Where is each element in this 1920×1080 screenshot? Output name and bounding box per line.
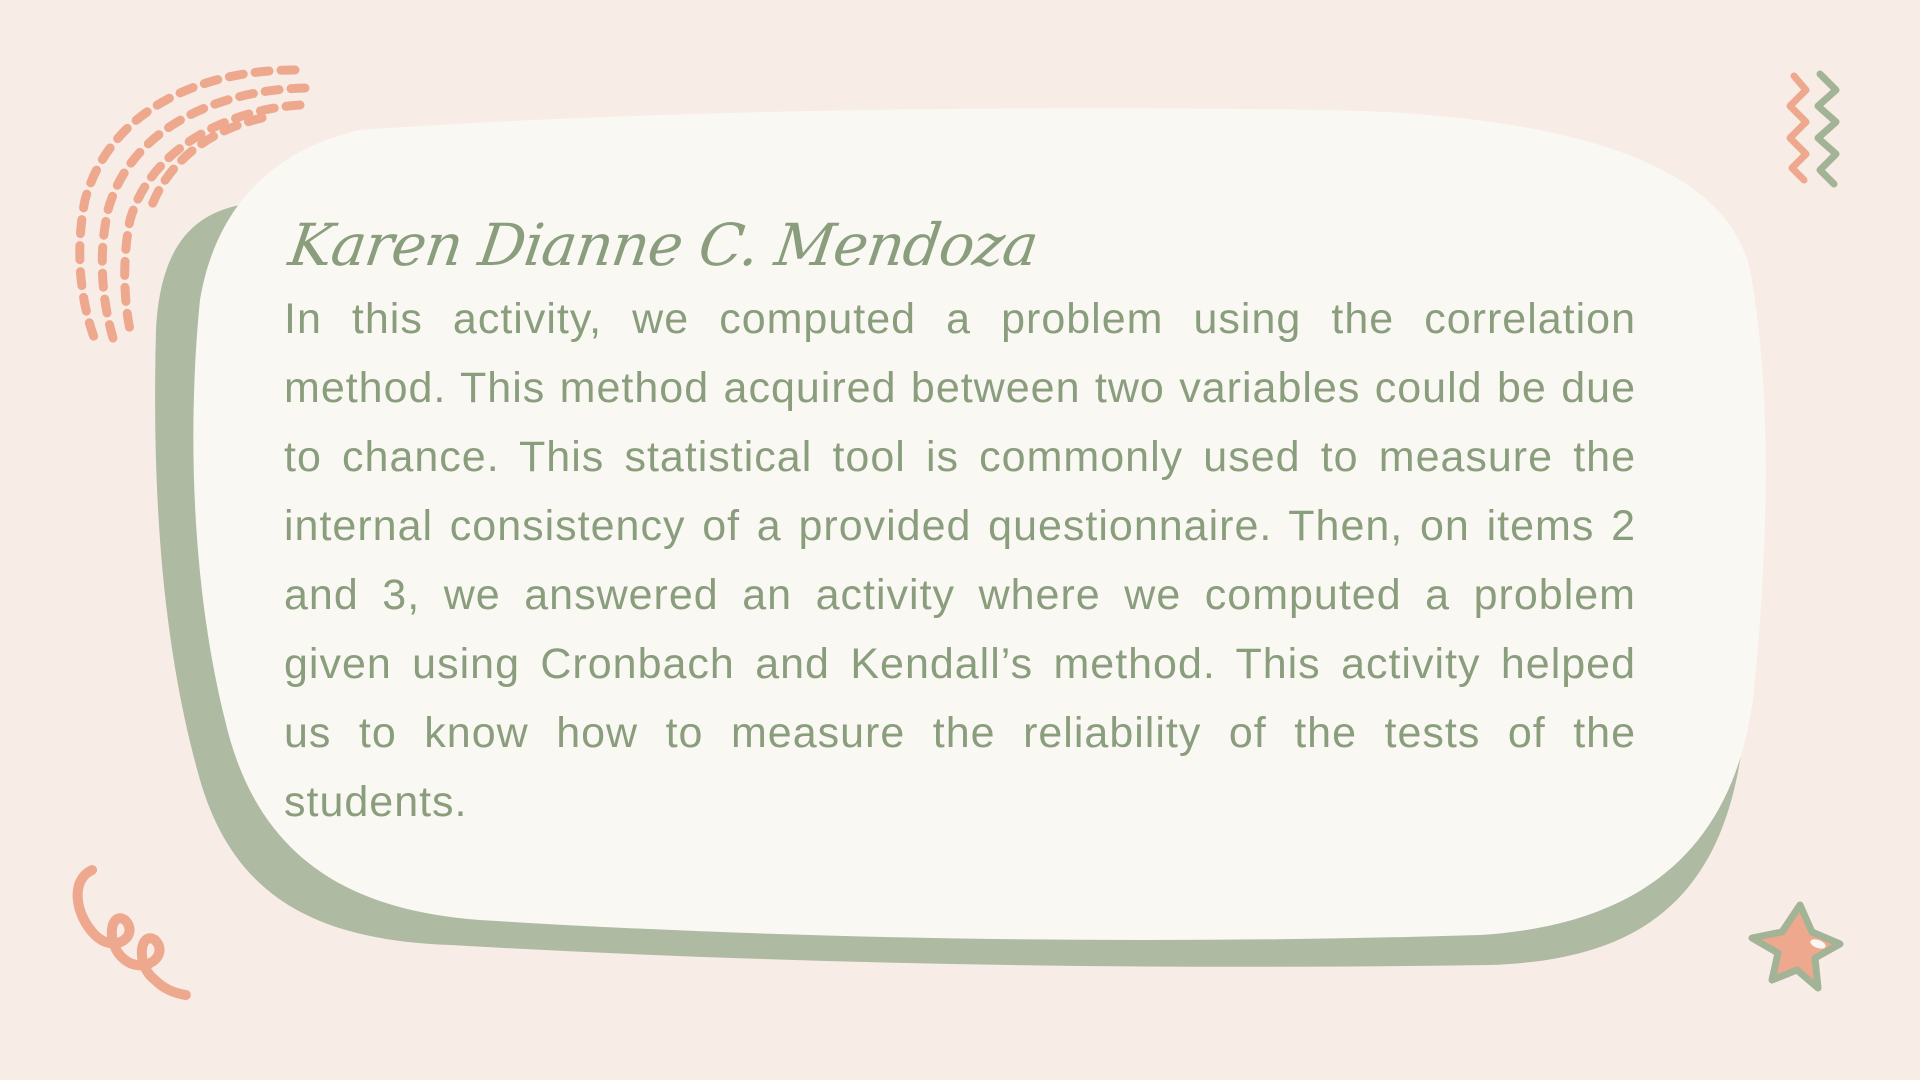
text-content [284, 205, 1636, 837]
reflection-paragraph: In this activity, we computed a problem using the correlation method. This method acquired between two variables could be due to chance. This statistical tool is commonly used to measure the internal consistency of a provided questionnaire. Then, on items 2 and 3, we answered an activity where we computed a problem given using Cronbach and Kendall’s method. This activity helped us to know how to measure the reliability of the tests of the students. [284, 295, 1636, 826]
author-name: Karen Dianne C. Mendoza [284, 211, 1042, 279]
